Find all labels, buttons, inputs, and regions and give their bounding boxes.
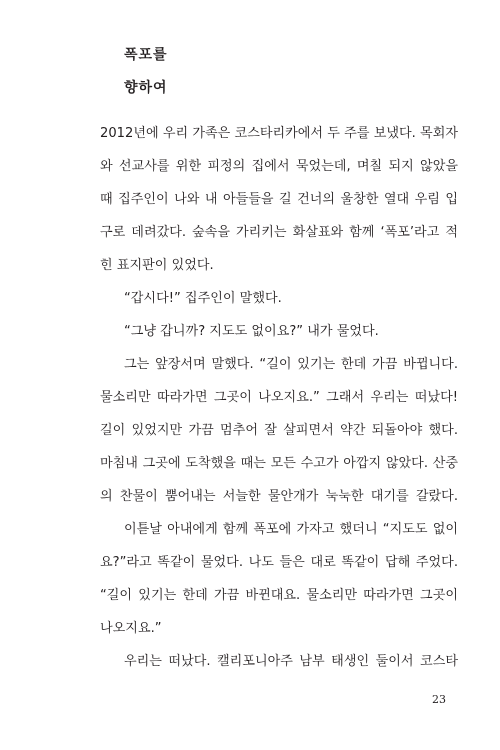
text-line: 우리는 떠났다. 캘리포니아주 남부 태생인 둘이서 코스타 <box>124 654 458 669</box>
paragraph-2 <box>100 282 458 315</box>
text-line: 때 집주인이 나와 내 아들들을 길 건너의 울창한 열대 우림 입 <box>100 192 458 207</box>
text-line: 그는 앞장서며 말했다. “길이 있기는 한데 가끔 바뀝니다. <box>124 357 458 372</box>
text-line: 길이 있었지만 가끔 멈추어 잘 살피면서 약간 되돌아야 했다. <box>100 423 458 438</box>
page-number: 23 <box>432 693 446 706</box>
text-line: 의 찬물이 뿜어내는 서늘한 물안개가 눅눅한 대기를 갈랐다. <box>100 489 458 504</box>
text-line: “그냥 갑니까? 지도도 없이요?” 내가 물었다. <box>124 324 379 339</box>
text-line: 이튿날 아내에게 함께 폭포에 가자고 했더니 “지도도 없이 <box>124 522 458 537</box>
text-line: 2012년에 우리 가족은 코스타리카에서 두 주를 보냈다. 목회자 <box>100 126 458 141</box>
paragraph-3 <box>100 315 458 348</box>
body-text <box>100 117 458 678</box>
text-line: “길이 있기는 한데 가끔 바뀐대요. 물소리만 따라가면 그곳이 <box>100 588 458 603</box>
paragraph-6 <box>100 645 458 678</box>
text-line: 구로 데려갔다. 숲속을 가리키는 화살표와 함께 ‘폭포’라고 적 <box>100 225 458 240</box>
text-line: 와 선교사를 위한 피정의 집에서 묵었는데, 며칠 되지 않았을 <box>100 159 458 174</box>
text-line: “갑시다!” 집주인이 말했다. <box>124 291 282 306</box>
chapter-title-line-2: 향하여 <box>124 80 168 96</box>
text-line: 물소리만 따라가면 그곳이 나오지요.” 그래서 우리는 떠났다! <box>100 390 458 405</box>
text-line: 마침내 그곳에 도착했을 때는 모든 수고가 아깝지 않았다. 산중 <box>100 456 458 471</box>
text-line: 요?”라고 똑같이 물었다. 나도 들은 대로 똑같이 답해 주었다. <box>100 555 458 570</box>
paragraph-4 <box>100 348 458 513</box>
chapter-title-line-1: 폭포를 <box>124 47 168 63</box>
text-line: 힌 표지판이 있었다. <box>100 258 214 273</box>
paragraph-5 <box>100 513 458 645</box>
text-line: 나오지요.” <box>100 621 162 636</box>
paragraph-1 <box>100 117 458 282</box>
